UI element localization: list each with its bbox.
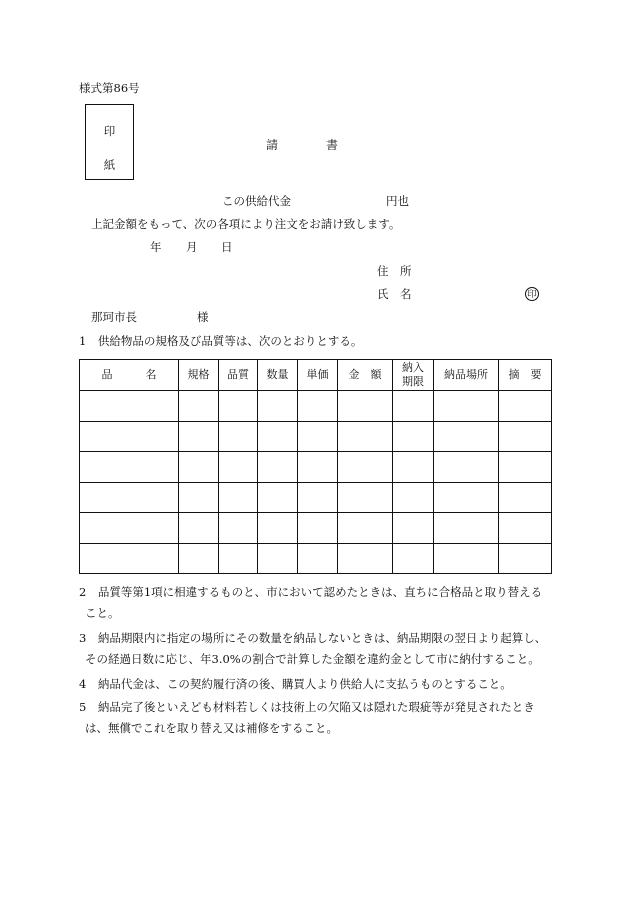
header-amount: 金 額 <box>338 360 393 391</box>
table-cell <box>434 452 499 483</box>
table-cell <box>179 421 219 452</box>
addressee-honorific: 様 <box>197 310 209 324</box>
clause-5 <box>79 697 553 739</box>
table-cell <box>80 421 179 452</box>
table-cell <box>80 513 179 544</box>
revenue-stamp-box <box>85 104 134 180</box>
table-cell <box>338 513 393 544</box>
date-month: 月 <box>186 240 198 254</box>
table-cell <box>434 543 499 574</box>
table-header-row <box>80 360 552 391</box>
table-cell <box>219 513 258 544</box>
clause-3-line-1: 3 納品期限内に指定の場所にその数量を納品しないときは、納品期限の翌日より起算し、 <box>79 631 547 645</box>
table-cell <box>258 391 298 422</box>
table-cell <box>80 391 179 422</box>
clause-4-line-1: 4 納品代金は、この契約履行済の後、購買人より供給人に支払うものとすること。 <box>79 677 512 691</box>
clause-4 <box>79 674 553 695</box>
table-cell <box>258 482 298 513</box>
table-row <box>80 543 552 574</box>
table-cell <box>393 452 434 483</box>
header-unit-price: 単価 <box>298 360 338 391</box>
header-delivery-place: 納品場所 <box>434 360 499 391</box>
table-cell <box>258 543 298 574</box>
clause-1: 1 供給物品の規格及び品質等は、次のとおりとする。 <box>79 334 363 348</box>
table-cell <box>258 513 298 544</box>
table-cell <box>499 421 552 452</box>
amount-suffix: 円也 <box>386 194 409 208</box>
clause-5-line-2: は、無償でこれを取り替え又は補修をすること。 <box>85 721 338 735</box>
clause-2-line-2: こと。 <box>85 606 120 620</box>
table-cell <box>219 452 258 483</box>
clause-5-line-1: 5 納品完了後といえども材料若しくは技術上の欠陥又は隠れた瑕疵等が発見されたとき <box>79 700 535 714</box>
table-cell <box>434 513 499 544</box>
table-row <box>80 452 552 483</box>
table-cell <box>298 452 338 483</box>
table-cell <box>80 452 179 483</box>
table-row <box>80 421 552 452</box>
table-cell <box>80 482 179 513</box>
stamp-label-2: 紙 <box>103 158 116 172</box>
addressee-name: 那珂市長 <box>91 310 137 324</box>
intro-text: 上記金額をもって、次の各項により注文をお請け致します。 <box>91 217 401 231</box>
table-cell <box>258 421 298 452</box>
clause-3-line-2: その経過日数に応じ、年3.0%の割合で計算した金額を違約金として市に納付すること。 <box>85 652 540 666</box>
table-cell <box>298 513 338 544</box>
table-cell <box>434 421 499 452</box>
table-cell <box>393 543 434 574</box>
table-cell <box>499 482 552 513</box>
table-cell <box>393 482 434 513</box>
clause-2 <box>79 582 553 624</box>
table-cell <box>298 421 338 452</box>
table-cell <box>338 421 393 452</box>
form-number: 様式第86号 <box>79 81 140 95</box>
goods-table <box>79 359 552 574</box>
table-row <box>80 482 552 513</box>
table-cell <box>393 421 434 452</box>
table-cell <box>338 543 393 574</box>
date-day: 日 <box>221 240 233 254</box>
table-cell <box>258 452 298 483</box>
table-cell <box>499 452 552 483</box>
header-delivery-deadline: 納入 期限 <box>393 360 434 391</box>
table-cell <box>338 482 393 513</box>
table-row <box>80 513 552 544</box>
document-title: 請 書 <box>266 138 339 152</box>
seal-mark: 印 <box>525 287 539 301</box>
table-cell <box>298 482 338 513</box>
table-row <box>80 391 552 422</box>
table-cell <box>179 391 219 422</box>
table-cell <box>434 391 499 422</box>
table-cell <box>179 513 219 544</box>
header-item-name: 品 名 <box>80 360 179 391</box>
clause-2-line-1: 2 品質等第1項に相違するものと、市において認めたときは、直ちに合格品と取り替える <box>79 585 543 599</box>
table-cell <box>338 452 393 483</box>
table-cell <box>434 482 499 513</box>
table-cell <box>80 543 179 574</box>
table-cell <box>179 482 219 513</box>
address-label: 住 所 <box>377 264 412 278</box>
table-cell <box>499 543 552 574</box>
header-quantity: 数量 <box>258 360 298 391</box>
table-cell <box>499 513 552 544</box>
table-cell <box>219 391 258 422</box>
table-cell <box>219 543 258 574</box>
table-cell <box>338 391 393 422</box>
table-cell <box>393 391 434 422</box>
stamp-label-1: 印 <box>103 124 116 138</box>
clause-3 <box>79 628 553 670</box>
header-spec: 規格 <box>179 360 219 391</box>
table-cell <box>499 391 552 422</box>
table-cell <box>179 452 219 483</box>
table-cell <box>393 513 434 544</box>
date-year: 年 <box>150 240 162 254</box>
table-cell <box>219 482 258 513</box>
header-remarks: 摘 要 <box>499 360 552 391</box>
header-quality: 品質 <box>219 360 258 391</box>
amount-prefix: この供給代金 <box>222 194 291 208</box>
table-cell <box>219 421 258 452</box>
table-cell <box>298 391 338 422</box>
table-cell <box>179 543 219 574</box>
name-label: 氏 名 <box>377 287 412 301</box>
table-cell <box>298 543 338 574</box>
